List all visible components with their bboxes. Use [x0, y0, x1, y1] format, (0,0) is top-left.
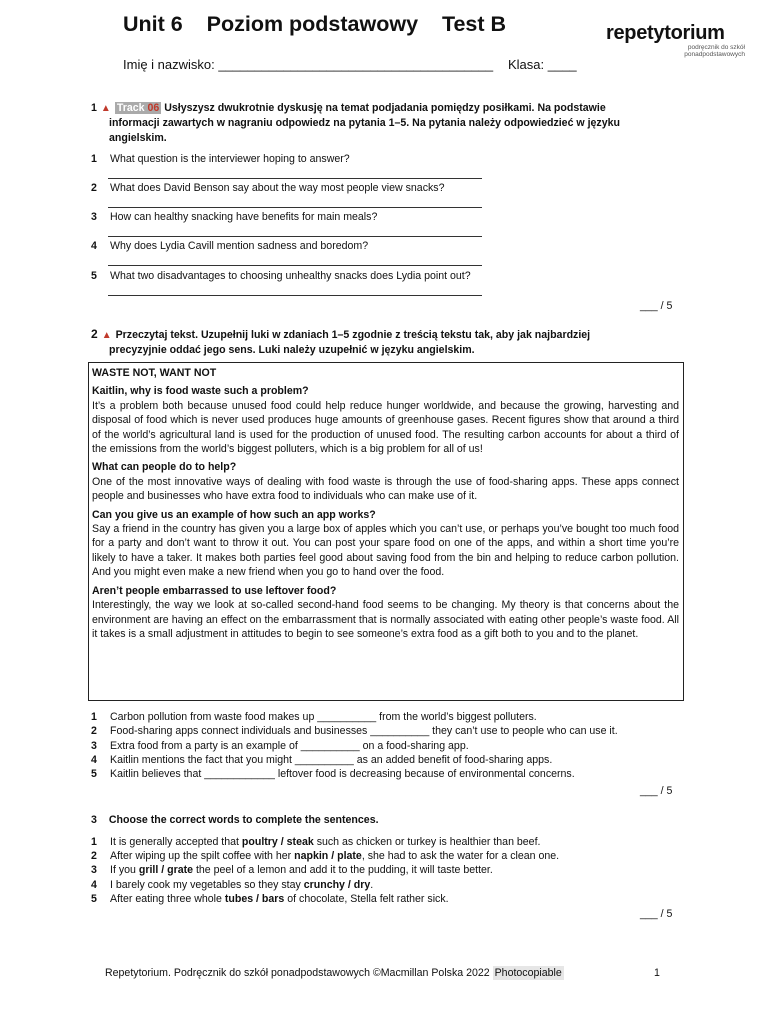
score-box: ___ / 5 [640, 908, 673, 920]
sentence-number: 1 [91, 711, 97, 723]
interview-question: What can people do to help? [92, 461, 237, 474]
brand-subtitle-line: podręcznik do szkół [687, 44, 745, 51]
gap-sentence[interactable]: Carbon pollution from waste food makes up __________ from the world’s biggest polluters. [110, 711, 537, 723]
question-number: 2 [91, 182, 97, 194]
question-text: What two disadvantages to choosing unhealthy snacks does Lydia point out? [110, 270, 471, 282]
sentence-part: After eating three whole [110, 893, 225, 905]
sentence-part: I barely cook my vegetables so they stay [110, 879, 304, 891]
answer-line[interactable] [108, 236, 482, 237]
sentence-number: 4 [91, 754, 97, 766]
track-badge[interactable] [115, 102, 161, 114]
choice-sentence [110, 893, 449, 905]
answer-line[interactable] [108, 295, 482, 296]
instruction-text: Choose the correct words to complete the sentences. [108, 814, 379, 826]
brand-subtitle [651, 44, 745, 58]
footer [105, 967, 564, 979]
sentence-part: such as chicken or turkey is healthier than beef. [313, 836, 541, 848]
sentence-part: If you [110, 864, 139, 876]
sentence-part: After wiping up the spilt coffee with her [110, 850, 295, 862]
brand-logo: repetytorium [606, 22, 725, 44]
sentence-part: the peel of a lemon and add it to the pudding, it will taste better. [193, 864, 493, 876]
interview-question: Can you give us an example of how such an app works? [92, 508, 376, 521]
sentence-number: 5 [91, 893, 97, 905]
word-choice[interactable]: napkin / plate [294, 850, 362, 862]
track-label: Track [116, 102, 145, 114]
choice-sentence [110, 836, 540, 848]
graduation-cap-icon: ▲ [101, 330, 112, 341]
question-text: What does David Benson say about the way most people view snacks? [110, 182, 445, 194]
sentence-number: 3 [91, 864, 97, 876]
sentence-number: 2 [91, 725, 97, 737]
reading-text-box [88, 362, 684, 701]
task1-instruction [91, 101, 671, 145]
question-text: How can healthy snacking have benefits for main meals? [110, 211, 378, 223]
interview-answer: One of the most innovative ways of dealing with food waste is through the use of food-sharing apps. These apps connect people and businesses who have extra food to individuals who can make use of it. [92, 475, 679, 503]
footer-text: Repetytorium. Podręcznik do szkół ponadpodstawowych ©Macmillan Polska 2022 [105, 967, 493, 979]
sentence-part: of chocolate, Stella felt rather sick. [284, 893, 449, 905]
choice-sentence [110, 850, 559, 862]
sentence-number: 1 [91, 836, 97, 848]
sentence-number: 2 [91, 850, 97, 862]
word-choice[interactable]: poultry / steak [241, 836, 314, 848]
word-choice[interactable]: grill / grate [138, 864, 194, 876]
interview-answer: It’s a problem both because unused food could help reduce hunger worldwide, and because the growing, harvesting and disposal of food which is never used produces huge amounts of greenhouse gases. Recent figures show that around a third of the world’s agricultural land is used for the production of unused food. The resulting carbon accounts for about a third of the emissions from the world’s biggest polluters, which is a big problem for all of us! [92, 399, 679, 456]
word-choice[interactable]: crunchy / dry [303, 879, 371, 891]
sentence-number: 5 [91, 768, 97, 780]
question-number: 3 [91, 211, 97, 223]
gap-sentence[interactable]: Food-sharing apps connect individuals and businesses __________ they can’t use to people who can use it. [110, 725, 618, 737]
choice-sentence [110, 864, 493, 876]
question-number: 1 [91, 153, 97, 165]
score-box: ___ / 5 [640, 785, 673, 797]
score-box: ___ / 5 [640, 300, 673, 312]
photocopiable-label: Photocopiable [494, 967, 562, 979]
question-text: Why does Lydia Cavill mention sadness and boredom? [110, 240, 369, 252]
interview-answer: Say a friend in the country has given you a large box of apples which you can’t use, or perhaps you’ve bought too much food for a party and don’t want to throw it out. You can post your spare food on one of the apps, and within a short time you’re likely to have a taker. It makes both parties feel good about saving food from the bin and helping to reduce carbon pollution. And you might even make a new friend when you go to hand over the food. [92, 523, 679, 579]
instruction-text: informacji zawartych w nagraniu odpowiedz na pytania 1–5. Na pytania należy odpowiedzieć w języku [109, 117, 620, 130]
instruction-text: angielskim. [109, 131, 167, 144]
answer-line[interactable] [108, 265, 482, 266]
instruction-text: Usłyszysz dwukrotnie dyskusję na temat podjadania pomiędzy posiłkami. Na podstawie [164, 102, 606, 114]
interview-answer: Interestingly, the way we look at so-called second-hand food seems to be changing. My theory is that concerns about the environment are having an effect on the embarrassment that is normally associated with eating other people’s waste food. All it takes is a small adjustment in attitudes to begin to see someone’s extra food as a gift both to you and to the planet. [92, 599, 679, 640]
gap-sentence[interactable]: Kaitlin mentions the fact that you might __________ as an added benefit of food-sharing apps. [110, 754, 553, 766]
sentence-number: 4 [91, 879, 97, 891]
choice-sentence [110, 879, 373, 891]
answer-line[interactable] [108, 207, 482, 208]
instruction-text: precyzyjnie oddać jego sens. Luki należy uzupełnić w języku angielskim. [109, 344, 475, 357]
track-number: 06 [147, 102, 160, 114]
instruction-text: Przeczytaj tekst. Uzupełnij luki w zdaniach 1–5 zgodnie z treścią tekstu tak, aby jak najbardziej [115, 329, 591, 341]
answer-line[interactable] [108, 178, 482, 179]
sentence-number: 3 [91, 740, 97, 752]
sentence-part: . [370, 879, 374, 891]
gap-sentence[interactable]: Extra food from a party is an example of __________ on a food-sharing app. [110, 740, 469, 752]
gap-sentence[interactable]: Kaitlin believes that ____________ leftover food is decreasing because of environmental concerns. [110, 768, 575, 780]
question-number: 4 [91, 240, 97, 252]
sentence-part: , she had to ask the water for a clean one. [361, 850, 560, 862]
task3-instruction [91, 813, 379, 827]
task2-instruction [91, 327, 671, 358]
class-field[interactable]: Klasa: ____ [508, 57, 577, 72]
question-number: 5 [91, 270, 97, 282]
word-choice[interactable]: tubes / bars [224, 893, 285, 905]
task-number: 1 [91, 102, 97, 114]
sentence-part: It is generally accepted that [110, 836, 242, 848]
graduation-cap-icon: ▲ [100, 103, 111, 114]
task-number: 3 [91, 814, 97, 826]
brand-subtitle-line: ponadpodstawowych [684, 51, 745, 58]
text-title: WASTE NOT, WANT NOT [92, 367, 217, 379]
interview-question: Aren’t people embarrassed to use leftover food? [92, 584, 337, 597]
task-number: 2 [91, 327, 98, 341]
name-field[interactable]: Imię i nazwisko: ______________________________________ [123, 57, 494, 72]
page-title: Unit 6 Poziom podstawowy Test B [123, 12, 507, 36]
interview-question: Kaitlin, why is food waste such a problem? [92, 385, 309, 398]
question-text: What question is the interviewer hoping to answer? [110, 153, 350, 165]
page-number: 1 [654, 967, 660, 979]
